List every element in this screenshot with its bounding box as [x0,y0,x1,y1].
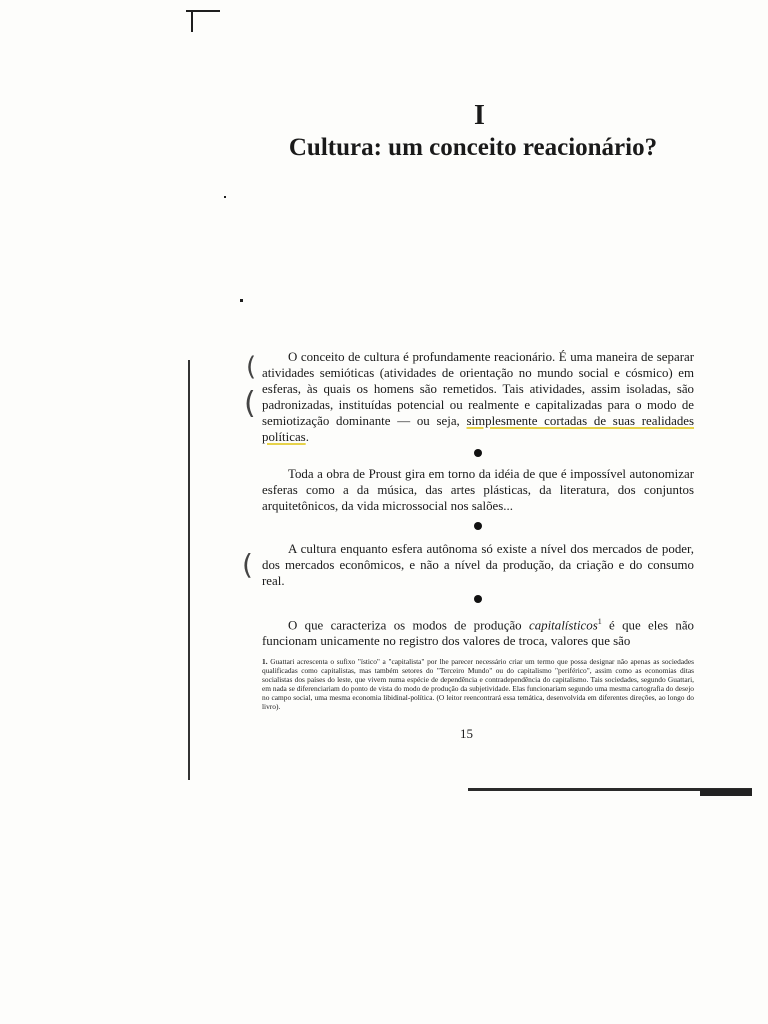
scan-left-edge-line [188,360,190,780]
paragraph-3 [262,541,694,589]
scan-corner-mark-vertical [191,10,193,32]
scan-dot [224,196,226,198]
margin-pencil-mark: ( [244,386,256,421]
paragraph-2 [262,466,694,514]
section-separator-bullet [474,522,482,530]
chapter-title: Cultura: um conceito reacionário? [288,134,658,161]
paragraph-1-text: O conceito de cultura é profundamente reacionário. É uma maneira de separar atividades semióticas (atividades de orientação no mundo social e cósmico) em esferas, às quais os homens são remetidos. Tais atividades, assim isoladas, são padronizadas, instituídas potencial ou realmente e capitalizadas para o modo de semiotização dominante — ou seja, [262,350,694,428]
footnote [262,657,694,711]
scan-bottom-edge-thick [700,789,752,796]
paragraph-4-end: é que eles não funcionam unicamente no registro dos valores de troca, valores que são [262,618,694,649]
footnote-number: 1. [262,657,268,666]
paragraph-1-end: . [305,430,309,444]
scan-dot [240,299,243,302]
margin-pencil-mark: ( [246,352,257,382]
page-number: 15 [460,726,473,741]
margin-pencil-mark: ( [242,548,253,581]
highlighted-phrase: simplesmente cortadas de suas realidades políticas [262,414,695,444]
paragraph-1 [262,349,694,445]
section-separator-bullet [474,449,482,457]
footnote-reference: 1 [597,617,602,626]
paragraph-3-text: A cultura enquanto esfera autônoma só existe a nível dos mercados de poder, dos mercados econômicos, e não a nível da produção, da criação e do consumo real. [262,542,694,588]
footnote-text: Guattari acrescenta o sufixo "ístico" a "capitalista" por lhe parecer necessário criar um termo que possa designar não apenas as sociedades qualificadas como capitalistas, mas também setores do "Terceiro Mundo" ou do capitalismo "periférico", assim como as economias ditas socialistas dos países do leste, que vivem numa espécie de dependência e contradependência do capitalismo. Tais sociedades, segundo Guattari, em nada se diferenciariam do ponto de vista do modo de produção da subjetividade. Elas funcionariam segundo uma mesma cartografia do desejo no campo social, uma mesma economia libidinal-política. (O leitor reencontrará essa temática, desenvolvida em diferentes direções, ao longo do livro). [262,657,694,711]
chapter-number: I [474,100,486,131]
italic-term: capitalísticos [528,618,598,633]
paragraph-4-text: O que caracteriza os modos de produção [288,618,529,633]
paragraph-4 [262,614,694,649]
paragraph-2-text: Toda a obra de Proust gira em torno da idéia de que é impossível autonomizar esferas como a da música, das artes plásticas, da literatura, dos conjuntos arquitetônicos, da vida microssocial nos salões... [262,467,694,513]
section-separator-bullet [474,595,482,603]
